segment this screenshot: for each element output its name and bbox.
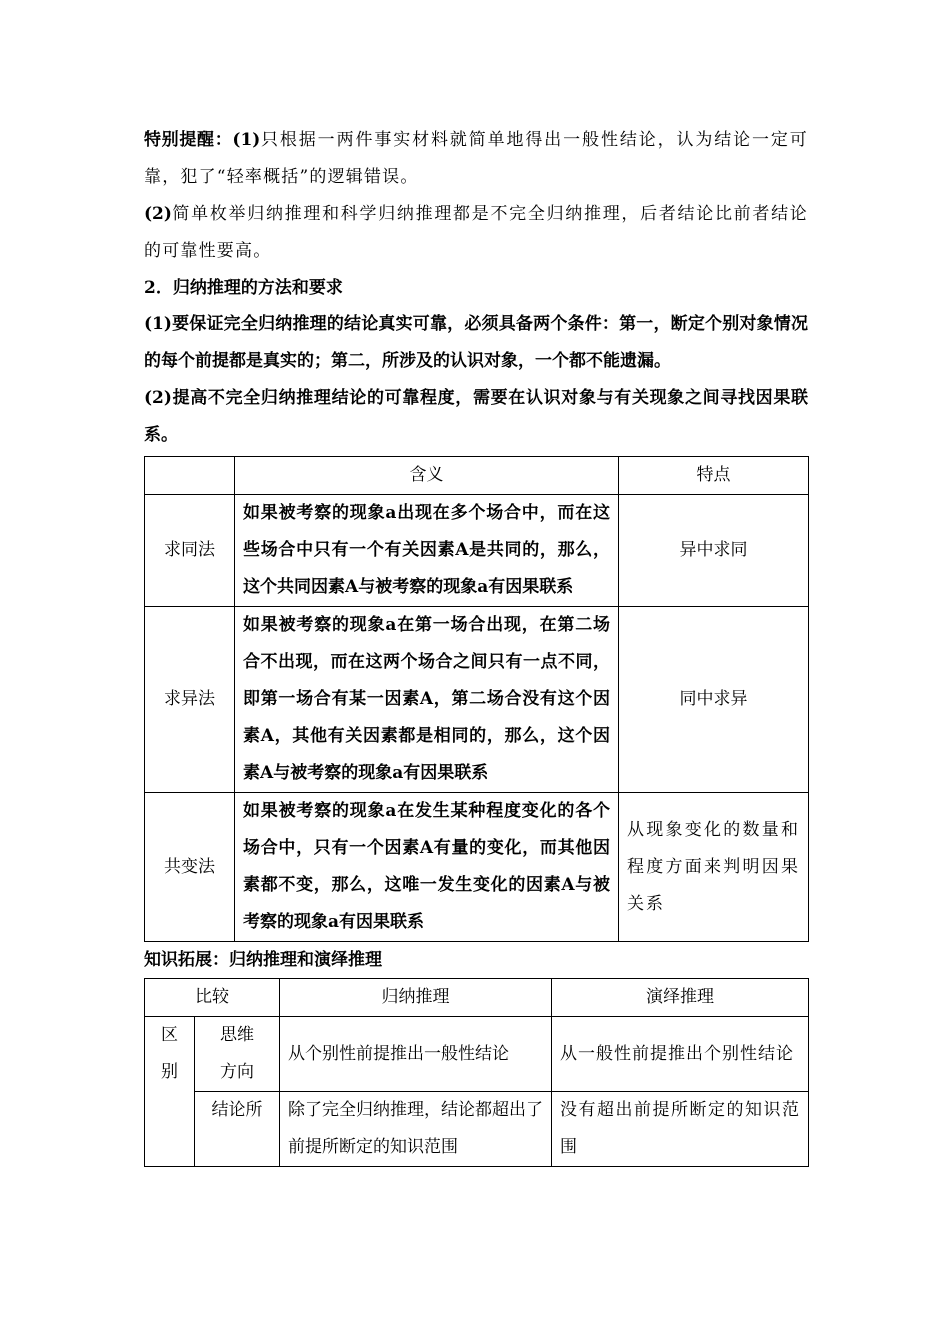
tip-paragraph-1 <box>144 122 808 196</box>
comparison-induction: 除了完全归纳推理，结论都超出了前提所断定的知识范围 <box>280 1092 552 1167</box>
method-name: 共变法 <box>145 793 235 942</box>
method-name: 求异法 <box>145 607 235 793</box>
comparison-deduction: 从一般性前提推出个别性结论 <box>552 1017 809 1092</box>
table-row <box>145 1017 809 1092</box>
tip-p1-text: 只根据一两件事实材料就简单地得出一般性结论，认为结论一定可靠，犯了“轻率概括”的逻辑错误。 <box>144 130 808 187</box>
comparison-header-deduction: 演绎推理 <box>552 979 809 1017</box>
method-feature: 异中求同 <box>619 495 809 607</box>
table-row <box>145 793 809 942</box>
method-meaning: 如果被考察的现象a在发生某种程度变化的各个场合中，只有一个因素A有量的变化，而其他因素都不变，那么，这唯一发生变化的因素A与被考察的现象a有因果联系 <box>235 793 619 942</box>
comparison-aspect: 结论所 <box>195 1092 280 1167</box>
tip-p1-number: (1) <box>232 130 261 150</box>
section-2-paragraph-1: (1)要保证完全归纳推理的结论真实可靠，必须具备两个条件：第一，断定个别对象情况的每个前提都是真实的；第二，所涉及的认识对象，一个都不能遗漏。 <box>144 314 808 371</box>
methods-header-meaning: 含义 <box>235 457 619 495</box>
methods-header-empty <box>145 457 235 495</box>
tip-paragraph-2 <box>144 196 808 270</box>
section-2-paragraph-2: (2)提高不完全归纳推理结论的可靠程度，需要在认识对象与有关现象之间寻找因果联系。 <box>144 388 808 445</box>
comparison-header-compare: 比较 <box>145 979 280 1017</box>
document-page <box>144 122 808 1167</box>
section-2-title: 2．归纳推理的方法和要求 <box>144 278 343 298</box>
method-feature: 同中求异 <box>619 607 809 793</box>
methods-table <box>144 456 809 942</box>
tip-label: 特别提醒： <box>144 130 233 150</box>
table-row <box>145 495 809 607</box>
extension-title: 知识拓展：归纳推理和演绎推理 <box>144 950 382 970</box>
table-row <box>145 1092 809 1167</box>
comparison-deduction: 没有超出前提所断定的知识范围 <box>552 1092 809 1167</box>
comparison-aspect: 思维方向 <box>195 1017 280 1092</box>
comparison-header-induction: 归纳推理 <box>280 979 552 1017</box>
methods-header-feature: 特点 <box>619 457 809 495</box>
comparison-table <box>144 978 809 1167</box>
tip-p2-text: 简单枚举归纳推理和科学归纳推理都是不完全归纳推理，后者结论比前者结论的可靠性要高。 <box>144 204 808 261</box>
table-row <box>145 607 809 793</box>
method-feature: 从现象变化的数量和程度方面来判明因果关系 <box>619 793 809 942</box>
method-meaning: 如果被考察的现象a在第一场合出现，在第二场合不出现，而在这两个场合之间只有一点不同，即第一场合有某一因素A，第二场合没有这个因素A，其他有关因素都是相同的，那么，这个因素A与被考察的现象a有因果联系 <box>235 607 619 793</box>
tip-p2-number: (2) <box>144 204 172 224</box>
comparison-group-label: 区别 <box>145 1017 195 1167</box>
method-meaning: 如果被考察的现象a出现在多个场合中，而在这些场合中只有一个有关因素A是共同的，那么，这个共同因素A与被考察的现象a有因果联系 <box>235 495 619 607</box>
comparison-table-header <box>145 979 809 1017</box>
comparison-induction: 从个别性前提推出一般性结论 <box>280 1017 552 1092</box>
methods-table-header <box>145 457 809 495</box>
method-name: 求同法 <box>145 495 235 607</box>
